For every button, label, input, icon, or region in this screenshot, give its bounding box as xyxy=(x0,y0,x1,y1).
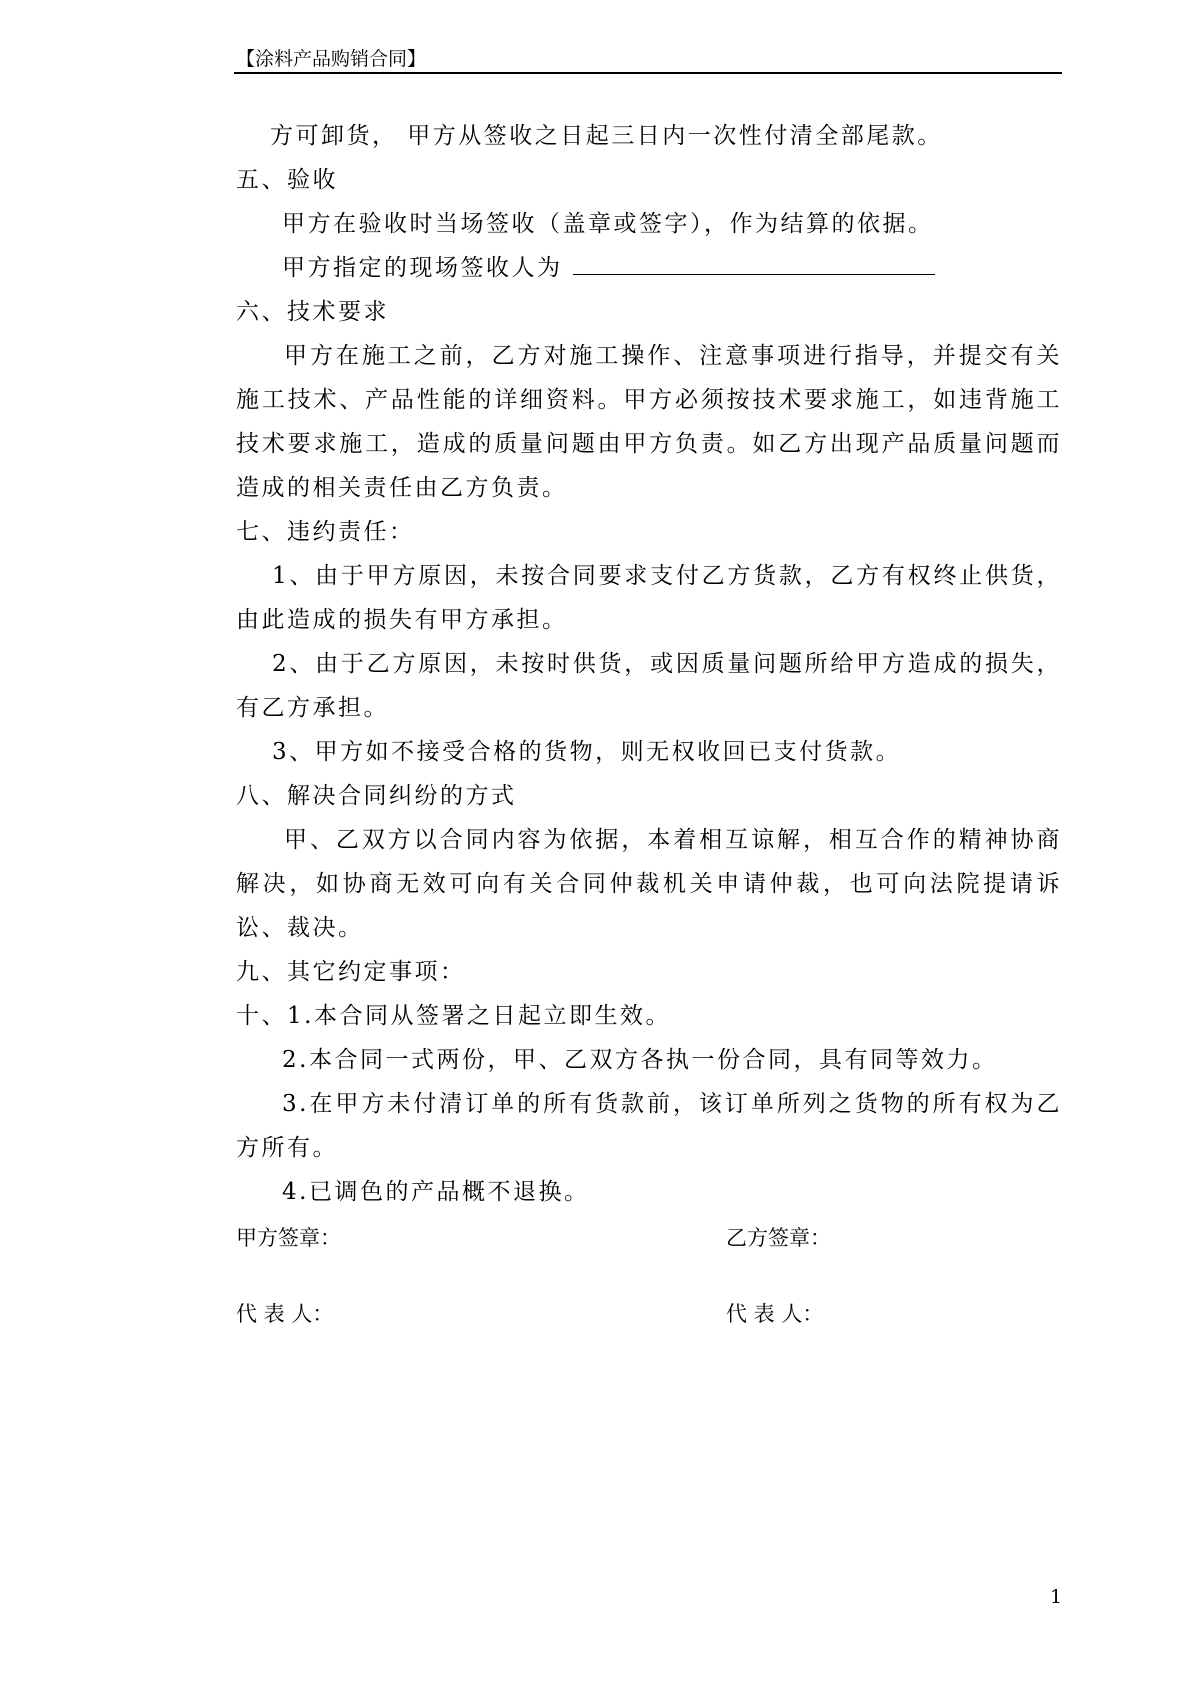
page-number: 1 xyxy=(1050,1586,1063,1608)
section-6-title: 六、技术要求 xyxy=(236,299,389,325)
section-10-item-1: 十、1.本合同从签署之日起立即生效。 xyxy=(236,1003,671,1029)
party-b-representative-label: 代 表 人： xyxy=(726,1302,824,1326)
contract-body xyxy=(236,114,1062,1214)
section-6-paragraph: 甲方在施工之前，乙方对施工操作、注意事项进行指导，并提交有关施工技术、产品性能的详细资料。甲方必须按技术要求施工，如违背施工技术要求施工，造成的质量问题由甲方负责。如乙方出现产品质量问题而造成的相关责任由乙方负责。 xyxy=(236,343,1062,501)
section-10-item-2: 2.本合同一式两份，甲、乙双方各执一份合同，具有同等效力。 xyxy=(282,1047,998,1073)
section-10-item-3: 3.在甲方未付清订单的所有货款前，该订单所列之货物的所有权为乙方所有。 xyxy=(236,1091,1062,1161)
section-7-item-2: 2、由于乙方原因，未按时供货，或因质量问题所给甲方造成的损失，有乙方承担。 xyxy=(236,651,1062,721)
receiver-label: 甲方指定的现场签收人为 xyxy=(282,255,563,281)
section-7-item-1: 1、由于甲方原因，未按合同要求支付乙方货款，乙方有权终止供货，由此造成的损失有甲方承担。 xyxy=(236,563,1062,633)
section-9-title: 九、其它约定事项： xyxy=(236,959,466,985)
section-10-item-4: 4.已调色的产品概不退换。 xyxy=(282,1179,590,1205)
section-8-paragraph: 甲、乙双方以合同内容为依据，本着相互谅解，相互合作的精神协商解决，如协商无效可向有关合同仲裁机关申请仲裁，也可向法院提请诉讼、裁决。 xyxy=(236,827,1062,941)
payment-paragraph-tail: 方可卸货， 甲方从签收之日起三日内一次性付清全部尾款。 xyxy=(270,123,943,149)
section-7-item-3: 3、甲方如不接受合格的货物，则无权收回已支付货款。 xyxy=(272,739,902,765)
section-5-paragraph-1: 甲方在验收时当场签收（盖章或签字），作为结算的依据。 xyxy=(282,211,934,237)
party-a-representative-label: 代 表 人： xyxy=(236,1302,334,1326)
party-b-seal-label: 乙方签章： xyxy=(726,1226,831,1250)
section-8-title: 八、解决合同纠纷的方式 xyxy=(236,783,517,809)
party-a-seal-label: 甲方签章： xyxy=(236,1226,341,1250)
header-rule xyxy=(234,72,1062,74)
receiver-blank-line xyxy=(573,254,935,275)
section-5-paragraph-2 xyxy=(236,246,1062,290)
document-header-title: 【涂料产品购销合同】 xyxy=(236,48,427,70)
section-7-title: 七、违约责任： xyxy=(236,519,415,545)
section-5-title: 五、验收 xyxy=(236,167,338,193)
